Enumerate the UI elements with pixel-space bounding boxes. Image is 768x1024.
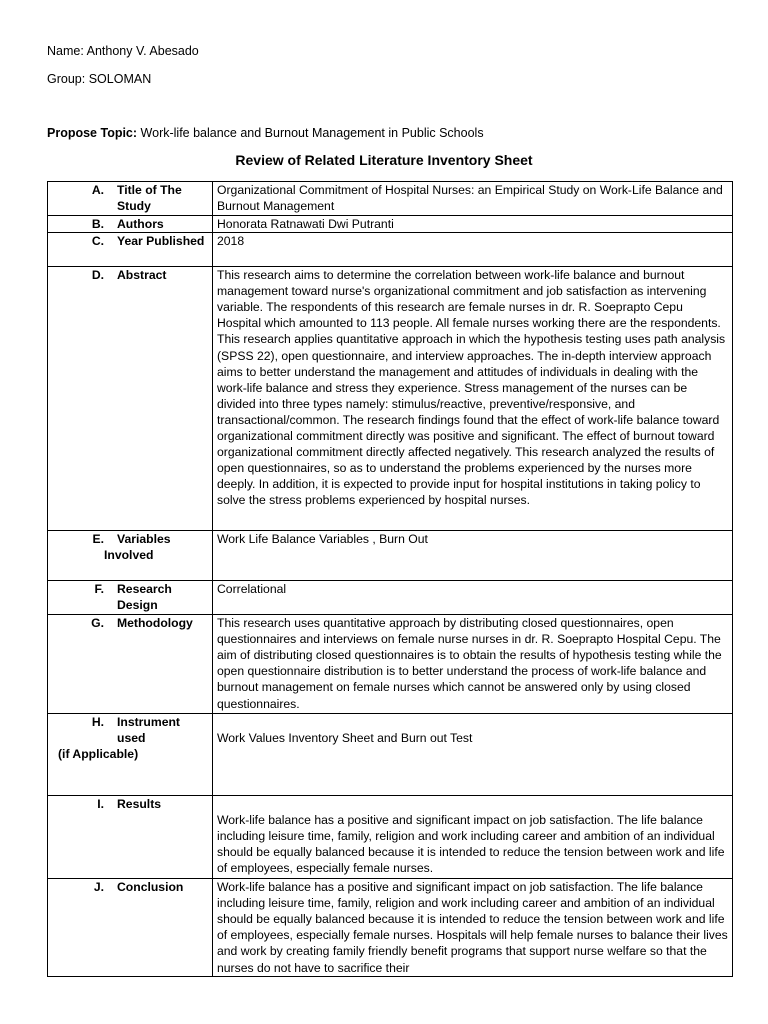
row-label: Results (117, 797, 162, 812)
row-letter: G. (91, 616, 104, 631)
name-label: Name: (47, 44, 84, 58)
row-label-cell (48, 233, 213, 267)
conclusion-value: Work-life balance has a positive and significant impact on job satisfaction. The life balance including leisure time, family, religion and work including career and ambition of an individual should be equally balanced because it is intended to reduce the tension between work and life of employees, especially female nurses. Hospitals will help female nurses to balance their lives and work by creating family friendly benefit programs that support nurse welfare so that the nurses do not have to sacrifice their (217, 880, 728, 975)
topic-label: Propose Topic: (47, 126, 138, 140)
row-label-cell (48, 182, 213, 216)
row-letter: E. (92, 532, 104, 547)
row-label-cell (48, 267, 213, 531)
instrument-cell (213, 714, 733, 796)
row-letter: H. (91, 715, 104, 730)
table-row-conclusion (48, 879, 733, 977)
year-value: 2018 (213, 233, 733, 267)
row-label-cell (48, 879, 213, 977)
group-line (47, 72, 151, 86)
authors-value: Honorata Ratnawati Dwi Putranti (213, 216, 733, 233)
table-row-year (48, 233, 733, 267)
row-label: Research Design (117, 582, 172, 613)
sheet-title: Review of Related Literature Inventory Sheet (235, 152, 533, 168)
title-value: Organizational Commitment of Hospital Nurses: an Empirical Study on Work-Life Balance and Burnout Management (213, 182, 733, 216)
row-letter: J. (93, 880, 104, 895)
row-label-cell (48, 581, 213, 615)
row-label-continued: (if Applicable) (58, 747, 139, 762)
design-value: Correlational (213, 581, 733, 615)
topic-line (47, 126, 484, 140)
row-label-cell (48, 531, 213, 581)
row-letter: I. (97, 797, 104, 812)
row-label: Title of The Study (117, 183, 182, 214)
inventory-table (47, 181, 733, 977)
row-label: Instrument used (117, 715, 180, 746)
row-label-cell (48, 796, 213, 879)
row-label: Conclusion (117, 880, 184, 895)
name-line (47, 44, 199, 58)
table-row-results (48, 796, 733, 879)
table-row-methodology (48, 615, 733, 714)
methodology-value: This research uses quantitative approach by distributing closed questionnaires, open questionnaires and interviews on female nurse nurses in dr. R. Soeprapto Hospital Cepu. The aim of distributing closed questionnaires is to obtain the results of hypothesis testing while the open questionnaire distribution is to better understand the process of work-life balance and burnout management on female nurses which cannot be answered only by using closed questionnaires. (213, 615, 733, 714)
row-letter: B. (91, 217, 104, 231)
table-row-variables (48, 531, 733, 581)
row-label-cell (48, 615, 213, 714)
table-row-design (48, 581, 733, 615)
results-cell (213, 796, 733, 879)
conclusion-cell (213, 879, 733, 977)
row-label: Variables (117, 532, 171, 547)
name-value: Anthony V. Abesado (86, 44, 199, 58)
variables-value: Work Life Balance Variables , Burn Out (213, 531, 733, 581)
results-value: Work-life balance has a positive and significant impact on job satisfaction. The life balance including leisure time, family, religion and work including career and ambition of an individual should be equally balanced because it is intended to reduce the tension between work and life of employees, especially female nurses. (217, 813, 725, 876)
instrument-value: Work Values Inventory Sheet and Burn out Test (217, 731, 473, 746)
topic-value: Work-life balance and Burnout Management in Public Schools (140, 126, 484, 140)
row-label: Methodology (117, 616, 193, 631)
table-row-instrument (48, 714, 733, 796)
row-letter: A. (91, 183, 104, 197)
abstract-value: This research aims to determine the correlation between work-life balance and burnout management toward nurse's organizational commitment and job satisfaction as intervening variable. The respondents of this research are female nurses in dr. R. Soeprapto Cepu Hospital which amounted to 113 people. All female nurses working there are the respondents. This research applies quantitative approach in which the hypothesis testing uses path analysis (SPSS 22), open questionnaire, and interview approaches. The in-depth interview approach aims to better understand the management and attitudes of individuals in dealing with the work-life balance and stress they experience. Stress management of the nurses can be divided into three types namely: stimulus/reactive, preventive/responsive, and transactional/common. The research findings found that the effect of work-life balance toward organizational commitment directly was positive and significant. The effect of burnout toward organizational commitment directly affected negatively. This research analyzed the results of open questionnaires, so as to understand the problems experienced by the nurses more deeply. In addition, it is expected to provide input for hospital institutions in taking policy to solve the stress problems experienced by hospital nurses. (213, 267, 733, 531)
row-label-continued: Involved (104, 548, 154, 563)
row-letter: D. (91, 268, 104, 283)
row-label: Authors (117, 217, 164, 231)
row-label: Abstract (117, 268, 167, 283)
row-label-cell (48, 714, 213, 796)
row-label-cell (48, 216, 213, 233)
row-letter: F. (94, 582, 104, 597)
table-row-abstract (48, 267, 733, 531)
table-row-authors (48, 216, 733, 233)
table-row-title (48, 182, 733, 216)
group-label: Group: (47, 72, 86, 86)
row-label: Year Published (117, 234, 205, 249)
row-letter: C. (91, 234, 104, 249)
group-value: SOLOMAN (88, 72, 152, 86)
